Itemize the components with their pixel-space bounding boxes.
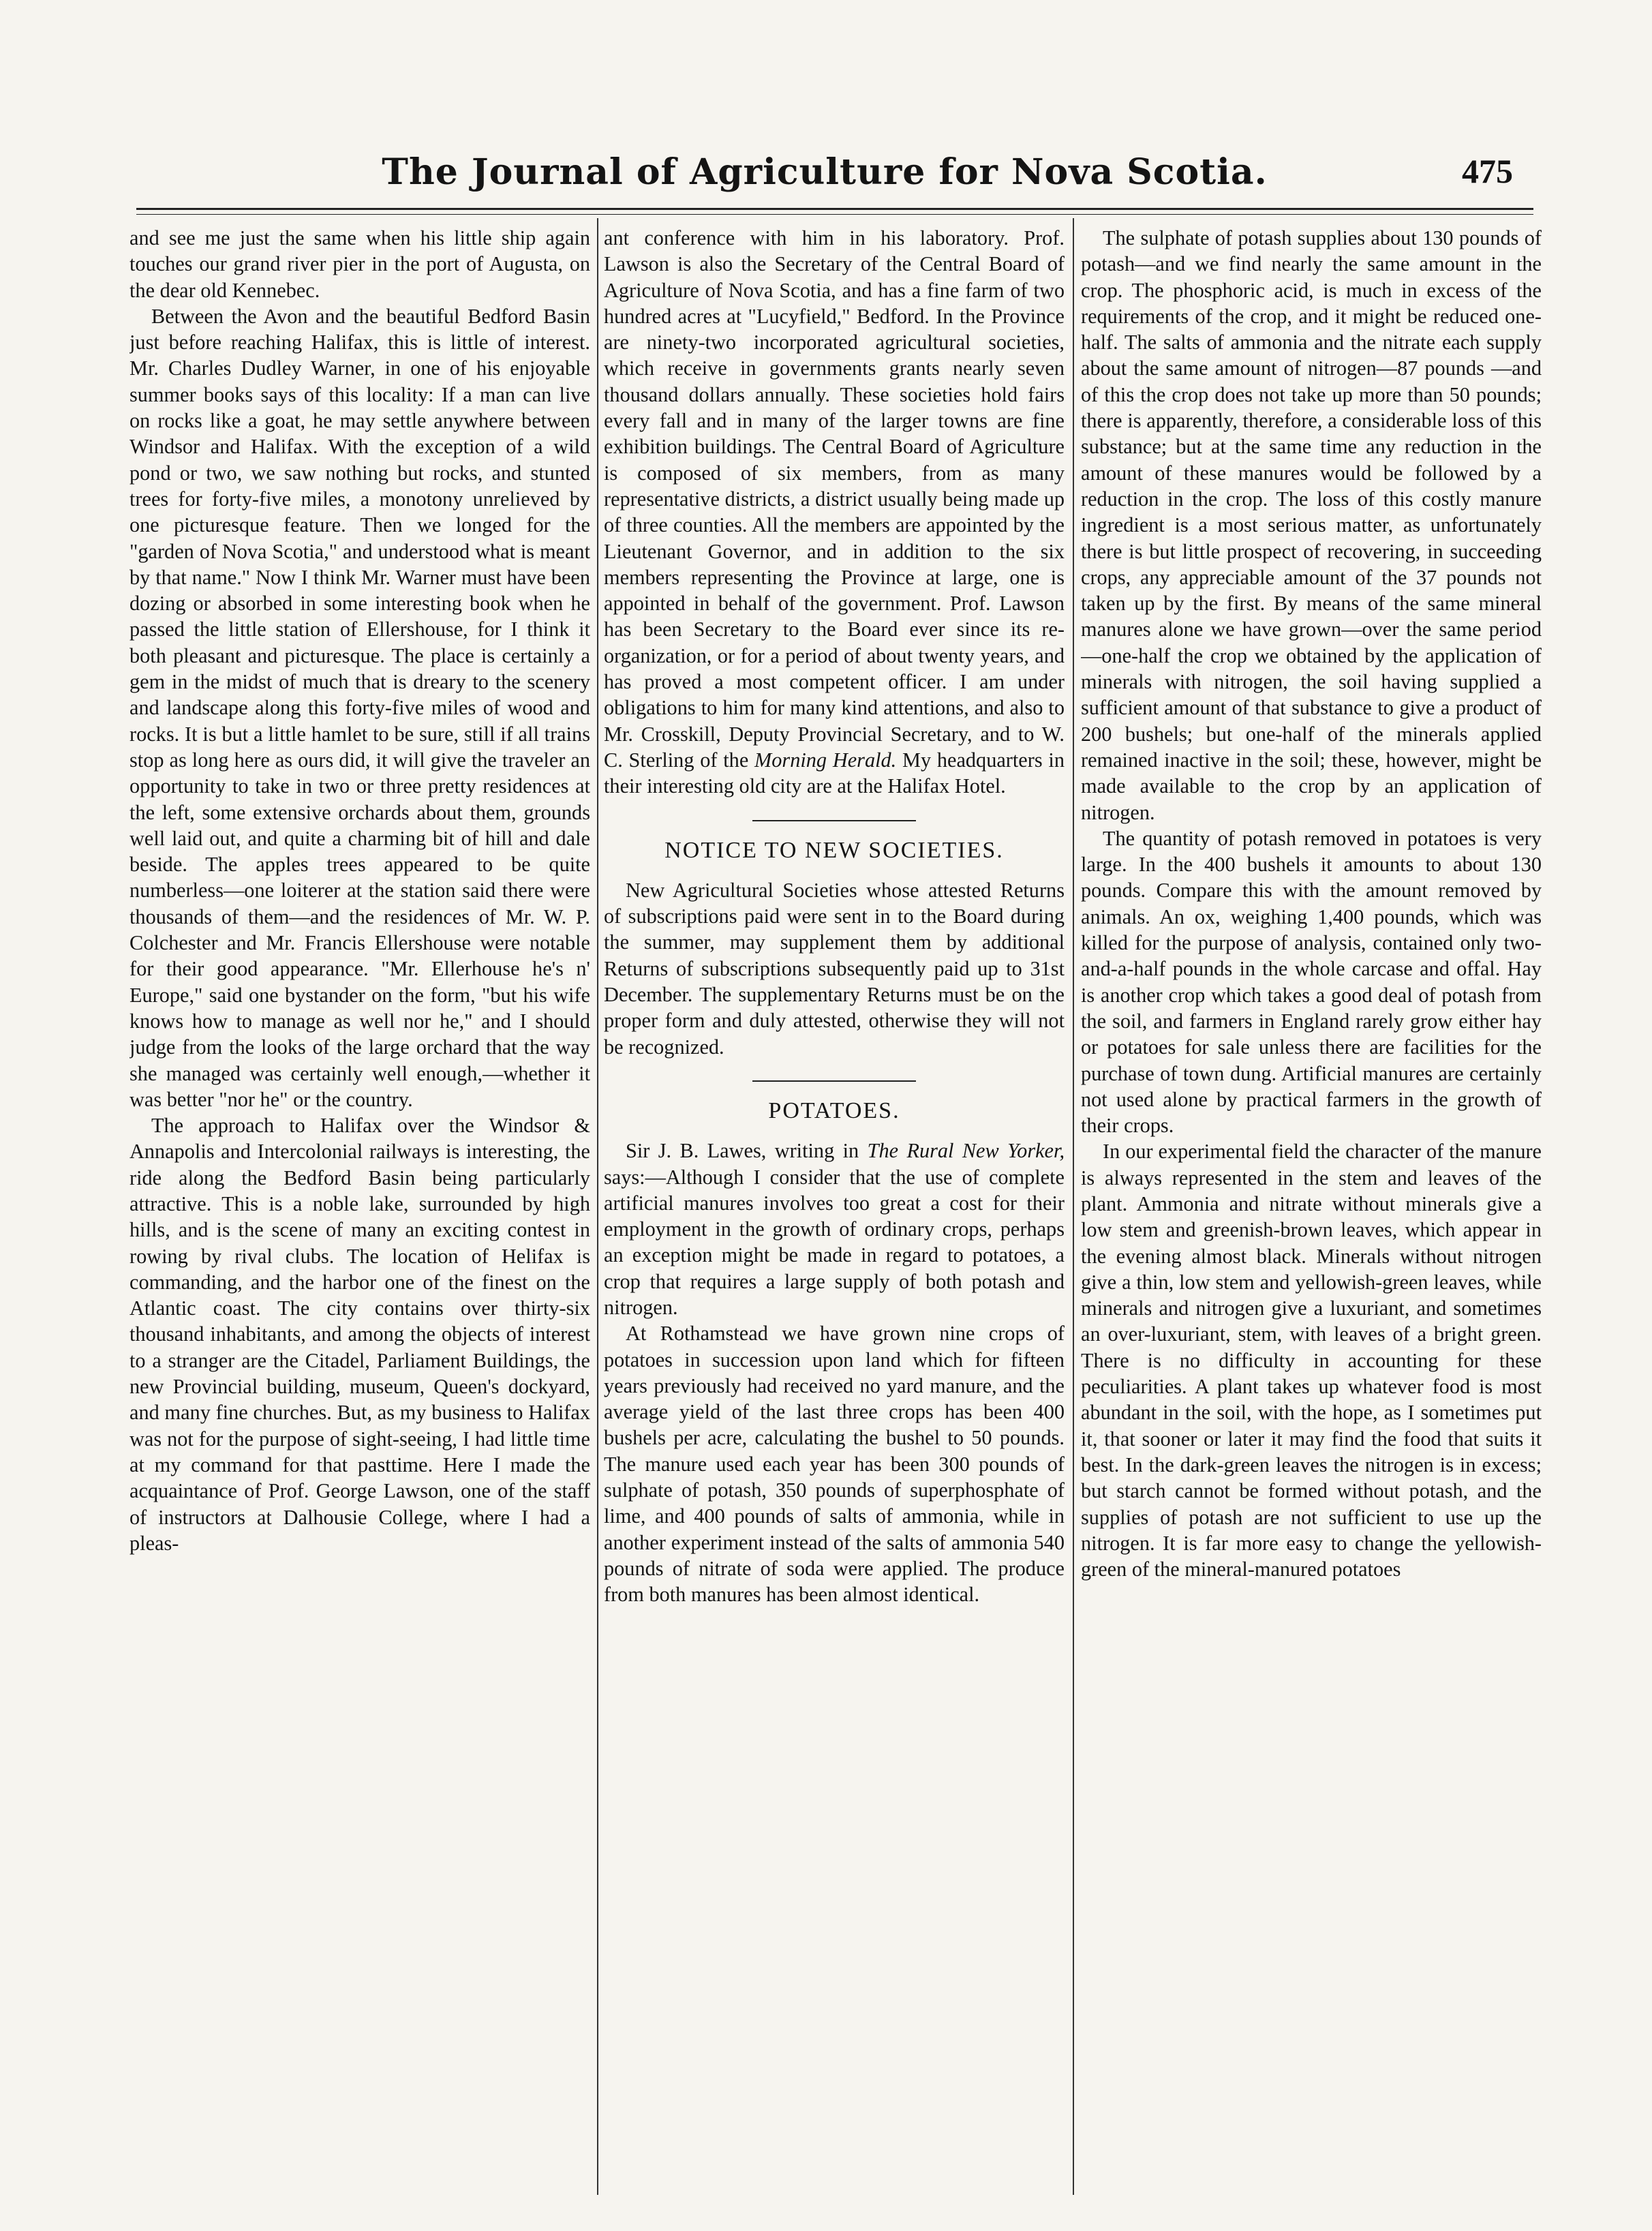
- column-left: [129, 225, 590, 2195]
- text: Sir J. B. Lawes, writing in: [626, 1139, 859, 1163]
- paragraph: [604, 225, 1065, 800]
- paragraph: [604, 1138, 1065, 1320]
- text: My headquarters in their interesting old city are at the Halifax Hotel.: [604, 748, 1065, 798]
- column-divider: [1073, 218, 1074, 2195]
- header-rule: [136, 208, 1533, 215]
- paragraph: New Agricultural Societies whose attested Returns of subscriptions paid were sent in to the Board during the summer, may supplement them by additional Returns of subscriptions subsequently paid up to 31st December. The supplementary Returns must be on the proper form and duly attested, otherwise they will not be recognized.: [604, 878, 1065, 1059]
- paragraph: In our experimental field the character of the manure is always represented in the stem and leaves of the plant. Ammonia and nitrate without minerals give a low stem and greenish-brown leaves, which appear in the evening almost black. Minerals without nitrogen give a thin, low stem and yellowish-green leaves, while minerals and nitrogen give a luxuriant, and sometimes an over-luxuriant, stem, with leaves of a bright green. There is no difficulty in accounting for these peculiarities. A plant takes up whatever food is most abundant in the soil, with the hope, as I sometimes put it, that sooner or later it may find the food that suits it best. In the dark-green leaves the nitrogen is in excess; but starch cannot be formed without potash, and the supplies of potash are not sufficient to use up the nitrogen. It is far more easy to change the yellowish-green of the mineral-manured potatoes: [1081, 1140, 1542, 1581]
- column-right: [1081, 225, 1542, 2195]
- column-divider: [597, 218, 598, 2195]
- paragraph: and see me just the same when his little ship again touches our grand river pier in the port of Augusta, on the dear old Kennebec.: [129, 226, 590, 302]
- paragraph: The approach to Halifax over the Windsor & Annapolis and Intercolonial railways is interesting, the ride along the Bedford Basin being particularly attractive. This is a noble lake, surrounded by high hills, and is the scene of many an exciting contest in rowing by rival clubs. The location of Helifax is commanding, and the harbor one of the finest on the Atlantic coast. The city contains over thirty-six thousand inhabitants, and among the objects of interest to a stranger are the Citadel, Parliament Buildings, the new Provincial building, museum, Queen's dockyard, and many fine churches. But, as my business to Halifax was not for the purpose of sight-seeing, I had little time at my command for that pasttime. Here I made the acquaintance of Prof. George Lawson, one of the staff of instructors at Dalhousie College, where I had a pleas-: [129, 1114, 590, 1555]
- text: says:—Although I consider that the use of complete artificial manures involves too great a cost for their employment in the growth of ordinary crops, perhaps an exception might be made in regard to potatoes, a crop that requires a large supply of both potash and nitrogen.: [604, 1165, 1065, 1319]
- paragraph: Between the Avon and the beautiful Bedford Basin just before reaching Halifax, this is little of interest. Mr. Charles Dudley Warner, in one of his enjoyable summer books says of this locality: If a man can live on rocks like a goat, he may settle anywhere between Windsor and Halifax. With the exception of a wild pond or two, we saw nothing but rocks, and stunted trees for forty-five miles, a monotony unrelieved by one picturesque feature. Then we longed for the "garden of Nova Scotia," and understood what is meant by that name." Now I think Mr. Warner must have been dozing or absorbed in some interesting book when he passed the little station of Ellershouse, for I think it both pleasant and picturesque. The place is certainly a gem in the midst of much that is dreary to the scenery and landscape along this forty-five miles of wood and rocks. It is but a little hamlet to be sure, still if all trains stop as long here as ours did, it will give the traveler an opportunity to take in two or three pretty residences at the left, some extensive orchards about them, grounds well laid out, and quite a charming bit of hill and dale beside. The apples trees appeared to be quite numberless—one loiterer at the station said there were thousands of them—and the residences of Mr. W. P. Colchester and Mr. Francis Ellershouse were notable for their good appearance. "Mr. Ellerhouse he's n' Europe," said one bystander on the form, "but his wife knows how to manage as well nor he," and I should judge from the looks of the large orchard that the way she managed was certainly well enough,—whether it was better "nor he" or the country.: [129, 304, 590, 1111]
- page-header: [136, 151, 1513, 213]
- paragraph: The quantity of potash removed in potatoes is very large. In the 400 bushels it amounts to about 130 pounds. Compare this with the amount removed by animals. An ox, weighing 1,400 pounds, which was killed for the purpose of analysis, contained only two-and-a-half pounds in the whole carcase and offal. Hay is another crop which takes a good deal of potash from the soil, and farmers in England rarely grow either hay or potatoes for sale unless there are facilities for the purchase of town dung. Artificial manures are certainly not used alone by practical farmers in the growth of their crops.: [1081, 826, 1542, 1138]
- section-rule: [752, 820, 916, 821]
- notice-heading: NOTICE TO NEW SOCIETIES.: [664, 837, 1004, 863]
- page-number: 475: [1462, 152, 1513, 190]
- journal-title: The Journal of Agriculture for Nova Scotia.: [382, 151, 1268, 193]
- section-rule: [752, 1080, 916, 1082]
- newspaper-name: Morning Herald.: [754, 748, 897, 772]
- potatoes-heading: POTATOES.: [768, 1097, 900, 1123]
- publication-name: The Rural New Yorker,: [867, 1139, 1065, 1163]
- text: ant conference with him in his laboratory. Prof. Lawson is also the Secretary of the Central Board of Agriculture of Nova Scotia, and has a fine farm of two hundred acres at "Lucyfield," Bedford. In the Province are ninety-two incorporated agricultural societies, which receive in governments grants nearly seven thousand dollars annually. These societies hold fairs every fall and in many of the larger towns are fine exhibition buildings. The Central Board of Agriculture is composed of six members, from as many representative districts, a district usually being made up of three counties. All the members are appointed by the Lieutenant Governor, and in addition to the six members representing the Province at large, one is appointed in behalf of the government. Prof. Lawson has been Secretary to the Board ever since its re-organization, or for a period of about twenty years, and has proved a most competent officer. I am under obligations to him for many kind attentions, and also to Mr. Crosskill, Deputy Provincial Secretary, and to W. C. Sterling of the: [604, 226, 1065, 772]
- paragraph: At Rothamstead we have grown nine crops of potatoes in succession upon land which for fifteen years previously had received no yard manure, and the average yield of the last three crops has been 400 bushels per acre, calculating the bushel to 50 pounds. The manure used each year has been 300 pounds of sulphate of potash, 350 pounds of superphosphate of lime, and 400 pounds of salts of ammonia, while in another experiment instead of the salts of ammonia 540 pounds of nitrate of soda were applied. The produce from both manures has been almost identical.: [604, 1322, 1065, 1607]
- paragraph: The sulphate of potash supplies about 130 pounds of potash—and we find nearly the same amount in the crop. The phosphoric acid, is much in excess of the requirements of the crop, and it might be reduced one-half. The salts of ammonia and the nitrate each supply about the same amount of nitrogen—87 pounds —and of this the crop does not take up more than 50 pounds; there is apparently, therefore, a considerable loss of this substance; but at the same time any reduction in the amount of these manures would be followed by a reduction in the crop. The loss of this costly manure ingredient is a most serious matter, as unfortunately there is but little prospect of recovering, in succeeding crops, any appreciable amount of the 37 pounds not taken up by the first. By means of the same mineral manures alone we have grown—over the same period—one-half the crop we obtained by the application of minerals with nitrogen, the soil having supplied a sufficient amount of that substance to give a product of 200 bushels; but one-half of the minerals applied remained inactive in the soil; these, however, might be made available to the crop by an application of nitrogen.: [1081, 226, 1542, 824]
- column-middle: [604, 225, 1065, 2195]
